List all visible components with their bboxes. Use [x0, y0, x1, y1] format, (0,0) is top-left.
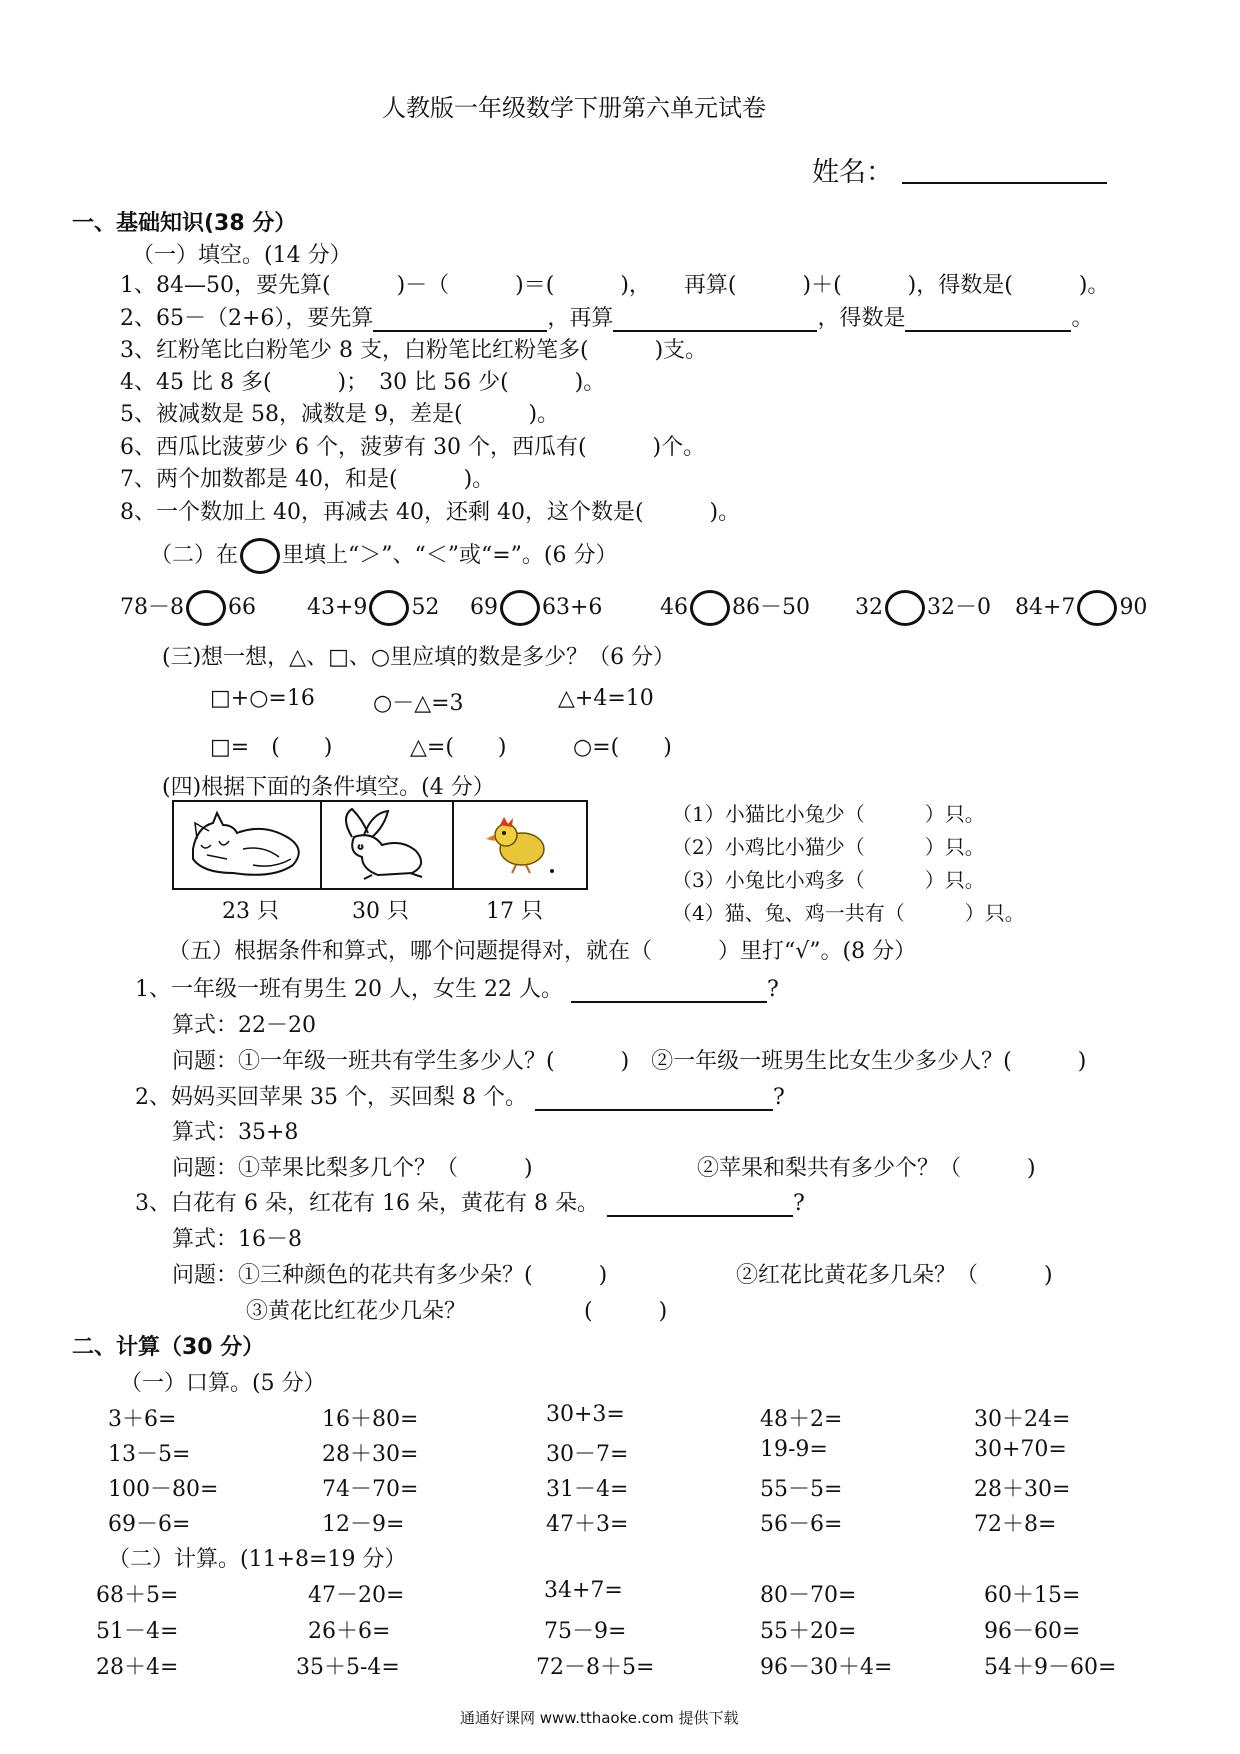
page-title: 人教版一年级数学下册第六单元试卷	[382, 94, 766, 122]
animal-question: （1）小猫比小兔少（ ）只。	[672, 802, 985, 826]
cat-picture	[174, 802, 322, 888]
cat-icon	[183, 809, 311, 881]
compare-heading: （二）在 里填上“＞”、“＜”或“=”。(6 分）	[150, 538, 618, 574]
fill-blank-q3: 3、红粉笔比白粉笔少 8 支，白粉笔比红粉笔多( )支。	[120, 338, 708, 363]
choice-q3-option-b: ②红花比黄花多几朵？（ )	[736, 1263, 1053, 1288]
calc-item: 96－30＋4=	[760, 1655, 893, 1680]
name-field[interactable]	[902, 160, 1107, 184]
name-label: 姓名：	[812, 157, 893, 188]
compare-circle[interactable]	[186, 590, 226, 626]
calc-item: 34+7=	[544, 1578, 623, 1603]
calc-item: 12－9=	[322, 1512, 405, 1537]
answer-line[interactable]	[607, 1193, 793, 1217]
fill-blank-q5: 5、被减数是 58，减数是 9，差是( )。	[120, 402, 560, 427]
answer-line[interactable]	[571, 979, 767, 1003]
calc-heading: （二）计算。(11+8=19 分）	[108, 1547, 407, 1572]
calc-item: 28＋30=	[974, 1477, 1071, 1502]
animal-question: （4）猫、兔、鸡一共有（ ）只。	[672, 901, 1025, 925]
calc-item: 16＋80=	[322, 1407, 419, 1432]
animal-question: （3）小兔比小鸡多（ ）只。	[672, 868, 985, 892]
calc-item: 30－7=	[546, 1442, 629, 1467]
choice-q3-option-c: ③黄花比红花少几朵？	[246, 1299, 467, 1324]
fill-blank-q4: 4、45 比 8 多( )； 30 比 56 少( )。	[120, 370, 606, 395]
section-basic-heading: 一、基础知识(38 分）	[72, 211, 297, 236]
calc-item: 28＋30=	[322, 1442, 419, 1467]
calc-item: 56－6=	[760, 1512, 843, 1537]
page-footer: 通通好课网 www.tthaoke.com 提供下载	[460, 1709, 739, 1727]
choice-heading: （五）根据条件和算式，哪个问题提得对，就在（ ）里打“√”。(8 分）	[168, 939, 917, 964]
circle-icon	[240, 538, 280, 574]
calc-item: 68＋5=	[96, 1583, 179, 1608]
rabbit-picture	[322, 802, 454, 888]
calc-item: 30＋24=	[974, 1407, 1071, 1432]
calc-item: 69－6=	[108, 1512, 191, 1537]
answer: □= ( )	[210, 735, 333, 760]
animals-heading: (四)根据下面的条件填空。(4 分）	[162, 775, 495, 800]
compare-circle[interactable]	[885, 590, 925, 626]
calc-item: 26＋6=	[308, 1619, 391, 1644]
answer: △=( )	[410, 735, 507, 760]
calc-item: 3＋6=	[108, 1407, 177, 1432]
calc-item: 31－4=	[546, 1477, 629, 1502]
animal-count: 30 只	[352, 899, 409, 924]
calc-item: 72－8＋5=	[536, 1655, 655, 1680]
compare-item: 32 32－0	[855, 590, 991, 626]
choice-q1: 1、一年级一班有男生 20 人，女生 22 人。 ?	[135, 977, 779, 1002]
calc-item: 19-9=	[760, 1437, 828, 1462]
section-calc-heading: 二、计算（30 分）	[72, 1335, 265, 1360]
fill-blank-q6: 6、西瓜比菠萝少 6 个，菠萝有 30 个，西瓜有( )个。	[120, 435, 706, 460]
answer-line[interactable]	[373, 308, 547, 332]
choice-q3-option-a: 问题：①三种颜色的花共有多少朵？( )	[172, 1263, 608, 1288]
calc-item: 13－5=	[108, 1442, 191, 1467]
compare-item: 69 63+6	[470, 590, 602, 626]
choice-q3: 3、白花有 6 朵，红花有 16 朵，黄花有 8 朵。 ?	[135, 1191, 805, 1216]
compare-circle[interactable]	[1077, 590, 1117, 626]
calc-item: 30+70=	[974, 1437, 1067, 1462]
animal-count: 23 只	[222, 899, 279, 924]
calc-item: 75－9=	[544, 1619, 627, 1644]
choice-q2: 2、妈妈买回苹果 35 个，买回梨 8 个。 ?	[135, 1085, 785, 1110]
compare-circle[interactable]	[369, 590, 409, 626]
calc-item: 55－5=	[760, 1477, 843, 1502]
calc-item: 55＋20=	[760, 1619, 857, 1644]
calc-item: 80－70=	[760, 1583, 857, 1608]
fill-blank-heading: （一）填空。(14 分）	[132, 243, 352, 268]
answer-line[interactable]	[905, 308, 1071, 332]
choice-q2-option-a: 问题：①苹果比梨多几个？（ )	[172, 1156, 533, 1181]
calc-item: 100－80=	[108, 1477, 219, 1502]
calc-item: 47＋3=	[546, 1512, 629, 1537]
choice-q1-options: 问题：①一年级一班共有学生多少人？( ) ②一年级一班男生比女生少多少人？( )	[172, 1049, 1087, 1074]
compare-circle[interactable]	[690, 590, 730, 626]
choice-q2-formula: 算式：35+8	[172, 1120, 299, 1145]
rabbit-icon	[332, 807, 442, 883]
animal-count: 17 只	[486, 899, 543, 924]
fill-blank-q7: 7、两个加数都是 40，和是( )。	[120, 467, 495, 492]
calc-item: 47－20=	[308, 1583, 405, 1608]
chick-icon	[480, 813, 560, 877]
choice-q2-option-b: ②苹果和梨共有多少个？（ )	[697, 1156, 1036, 1181]
choice-q3-option-c-paren: ( )	[584, 1299, 668, 1324]
fill-blank-q2: 2、65－（2+6），要先算 ，再算 ，得数是 。	[120, 306, 1094, 331]
calc-item: 28＋4=	[96, 1655, 179, 1680]
calc-item: 96－60=	[984, 1619, 1081, 1644]
calc-item: 60＋15=	[984, 1583, 1081, 1608]
answer-line[interactable]	[535, 1087, 773, 1111]
calc-item: 72＋8=	[974, 1512, 1057, 1537]
compare-circle[interactable]	[500, 590, 540, 626]
equation: ○－△=3	[373, 691, 464, 716]
mental-calc-heading: （一）口算。(5 分）	[120, 1371, 326, 1396]
compare-item: 78－8 66	[120, 590, 256, 626]
chick-picture	[454, 802, 586, 888]
choice-q3-formula: 算式：16－8	[172, 1227, 302, 1252]
calc-item: 30+3=	[546, 1402, 625, 1427]
calc-item: 54＋9－60=	[984, 1655, 1117, 1680]
calc-item: 74－70=	[322, 1477, 419, 1502]
calc-item: 48＋2=	[760, 1407, 843, 1432]
animal-question: （2）小鸡比小猫少（ ）只。	[672, 835, 985, 859]
calc-item: 35＋5-4=	[296, 1655, 400, 1680]
answer: ○=( )	[573, 735, 672, 760]
equation: □+○=16	[210, 686, 315, 711]
fill-blank-q8: 8、一个数加上 40，再减去 40，还剩 40，这个数是( )。	[120, 500, 741, 525]
fill-blank-q1: 1、84—50，要先算( )－（ )＝( )， 再算( )＋( )，得数是( )。	[120, 273, 1110, 298]
choice-q1-formula: 算式：22－20	[172, 1013, 316, 1038]
compare-item: 43+9 52	[307, 590, 439, 626]
answer-line[interactable]	[613, 308, 817, 332]
animal-picture-box	[172, 800, 588, 890]
think-heading: (三)想一想，△、□、○里应填的数是多少？（6 分）	[162, 645, 676, 670]
calc-item: 51－4=	[96, 1619, 179, 1644]
compare-item: 84+7 90	[1015, 590, 1147, 626]
compare-item: 46 86－50	[660, 590, 810, 626]
equation: △+4=10	[558, 686, 654, 711]
